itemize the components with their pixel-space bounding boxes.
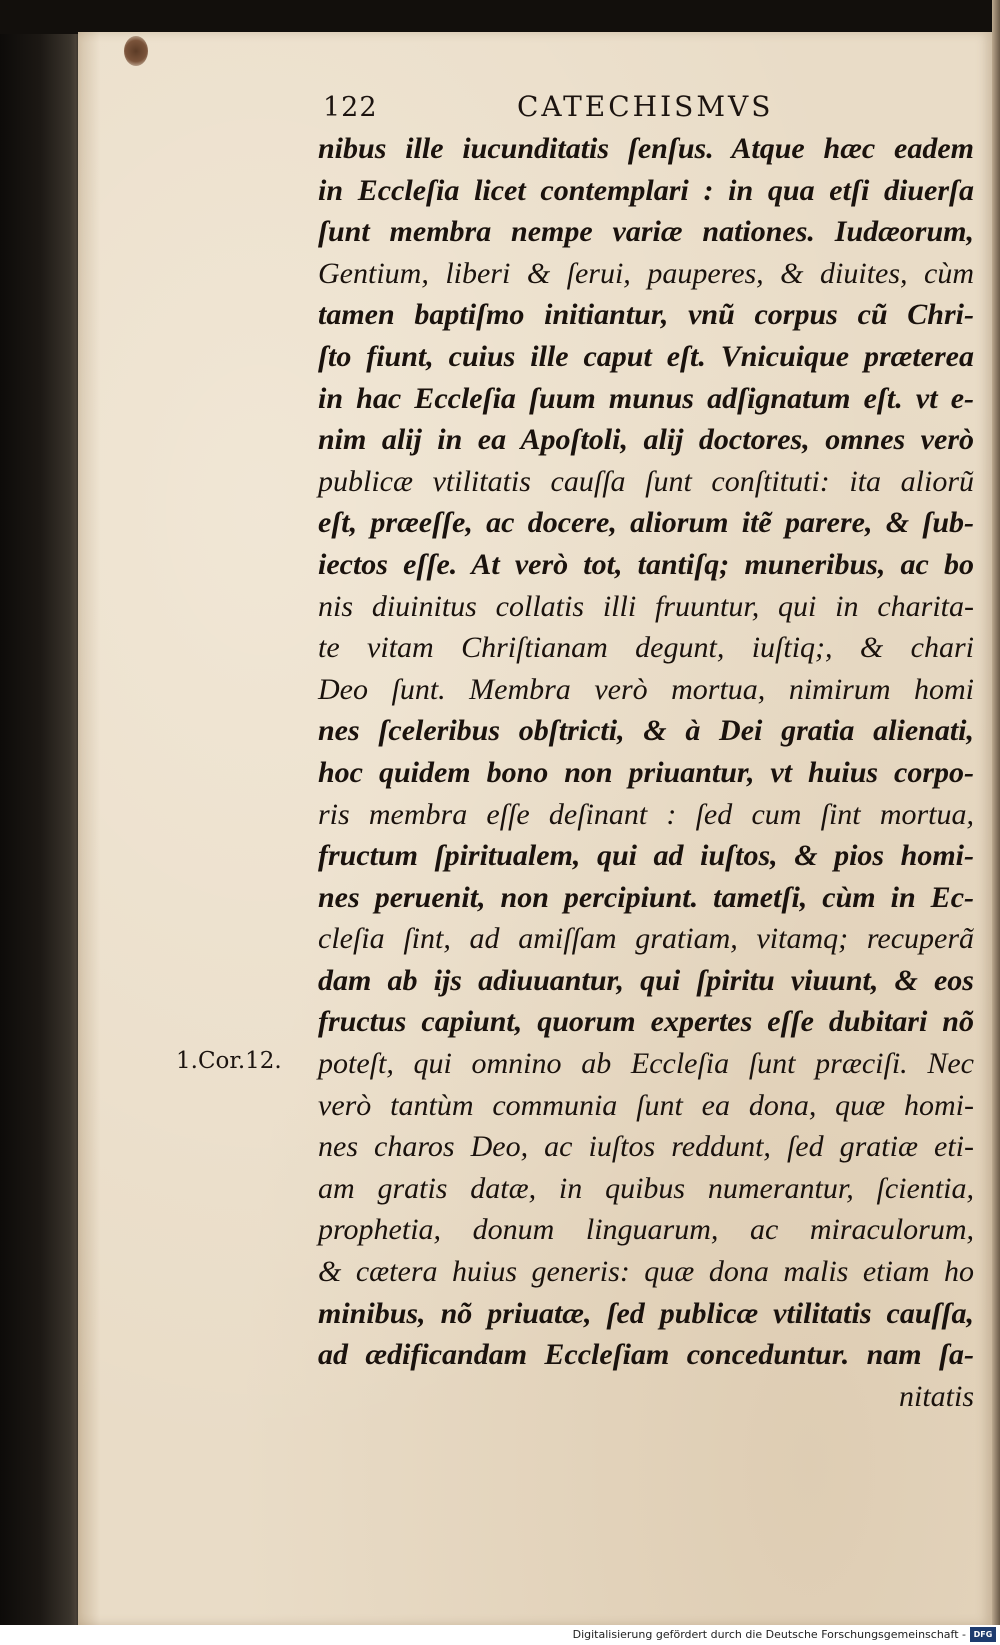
- text-line: verò tantùm communia ſunt ea dona, quæ homi-: [318, 1088, 974, 1122]
- text-line: & cætera huius generis: quæ dona malis etiam ho: [318, 1255, 974, 1289]
- text-line: nibus ille iucunditatis ſenſus. Atque hæc eadem: [318, 132, 974, 165]
- text-line: Gentium, liberi & ſerui, pauperes, & diuites, cùm: [318, 256, 974, 290]
- text-line: nim alij in ea Apoſtoli, alij doctores, omnes verò: [318, 423, 974, 457]
- text-line: dam ab ijs adiuuantur, qui ſpiritu viuunt, & eos: [318, 963, 974, 997]
- text-line: te vitam Chriſtianam degunt, iuſtiq;, & chari: [318, 631, 974, 665]
- text-line: iectos eſſe. At verò tot, tantiſq; muneribus, ac bo: [318, 547, 974, 581]
- text-line: nes peruenit, non percipiunt. tametſi, cùm in Ec-: [318, 880, 974, 914]
- margin-note: 1.Cor.12.: [176, 1048, 282, 1074]
- text-line: Deo ſunt. Membra verò mortua, nimirum homi: [318, 672, 974, 706]
- text-line: ſunt membra nempe variæ nationes. Iudæorum,: [318, 215, 974, 249]
- text-line: hoc quidem bono non priuantur, vt huius corpo-: [318, 755, 974, 789]
- text-line: nis diuinitus collatis illi fruuntur, qui in charita-: [318, 589, 974, 623]
- page-number: 122: [323, 92, 378, 123]
- dfg-logo: DFG: [970, 1627, 996, 1642]
- page-edge: [992, 0, 1000, 1625]
- scan-top-border: [0, 0, 1000, 34]
- text-line: publicæ vtilitatis cauſſa ſunt conſtituti: ita aliorũ: [318, 464, 974, 498]
- text-line: eſt, præeſſe, ac docere, aliorum itẽ parere, & ſub-: [318, 506, 974, 540]
- text-line: nitatis: [898, 1379, 974, 1413]
- text-line: nes ſceleribus obſtricti, & à Dei gratia alienati,: [318, 714, 974, 748]
- body-text: [318, 128, 974, 1417]
- text-line: ris membra eſſe deſinant : ſed cum ſint mortua,: [318, 797, 974, 831]
- text-line: fructus capiunt, quorum expertes eſſe dubitari nõ: [318, 1005, 974, 1039]
- text-line: minibus, nõ priuatæ, ſed publicæ vtilitatis cauſſa,: [318, 1296, 974, 1330]
- text-line: fructum ſpiritualem, qui ad iuſtos, & pios homi-: [318, 839, 974, 873]
- running-head: CATECHISMVS: [517, 90, 774, 123]
- text-line: am gratis datæ, in quibus numerantur, ſcientia,: [318, 1171, 974, 1205]
- text-line: tamen baptiſmo initiantur, vnũ corpus cũ Chri-: [318, 298, 974, 332]
- text-line: nes charos Deo, ac iuſtos reddunt, ſed gratiæ eti-: [318, 1130, 974, 1164]
- text-line: in hac Eccleſia ſuum munus adſignatum eſt. vt e-: [318, 381, 974, 415]
- text-line: in Eccleſia licet contemplari : in qua etſi diuerſa: [318, 173, 974, 207]
- text-line: poteſt, qui omnino ab Eccleſia ſunt præciſi. Nec: [318, 1047, 974, 1081]
- text-line: prophetia, donum linguarum, ac miraculorum,: [318, 1213, 974, 1247]
- footer-credit: Digitalisierung gefördert durch die Deutsche Forschungsgemeinschaft -: [572, 1628, 966, 1641]
- text-line: cleſia ſint, ad amiſſam gratiam, vitamq; recuperã: [318, 922, 974, 956]
- text-line: ſto fiunt, cuius ille caput eſt. Vnicuique præterea: [318, 339, 974, 373]
- ink-stain: [124, 36, 148, 66]
- text-line: ad ædificandam Eccleſiam conceduntur. nam ſa-: [318, 1338, 974, 1372]
